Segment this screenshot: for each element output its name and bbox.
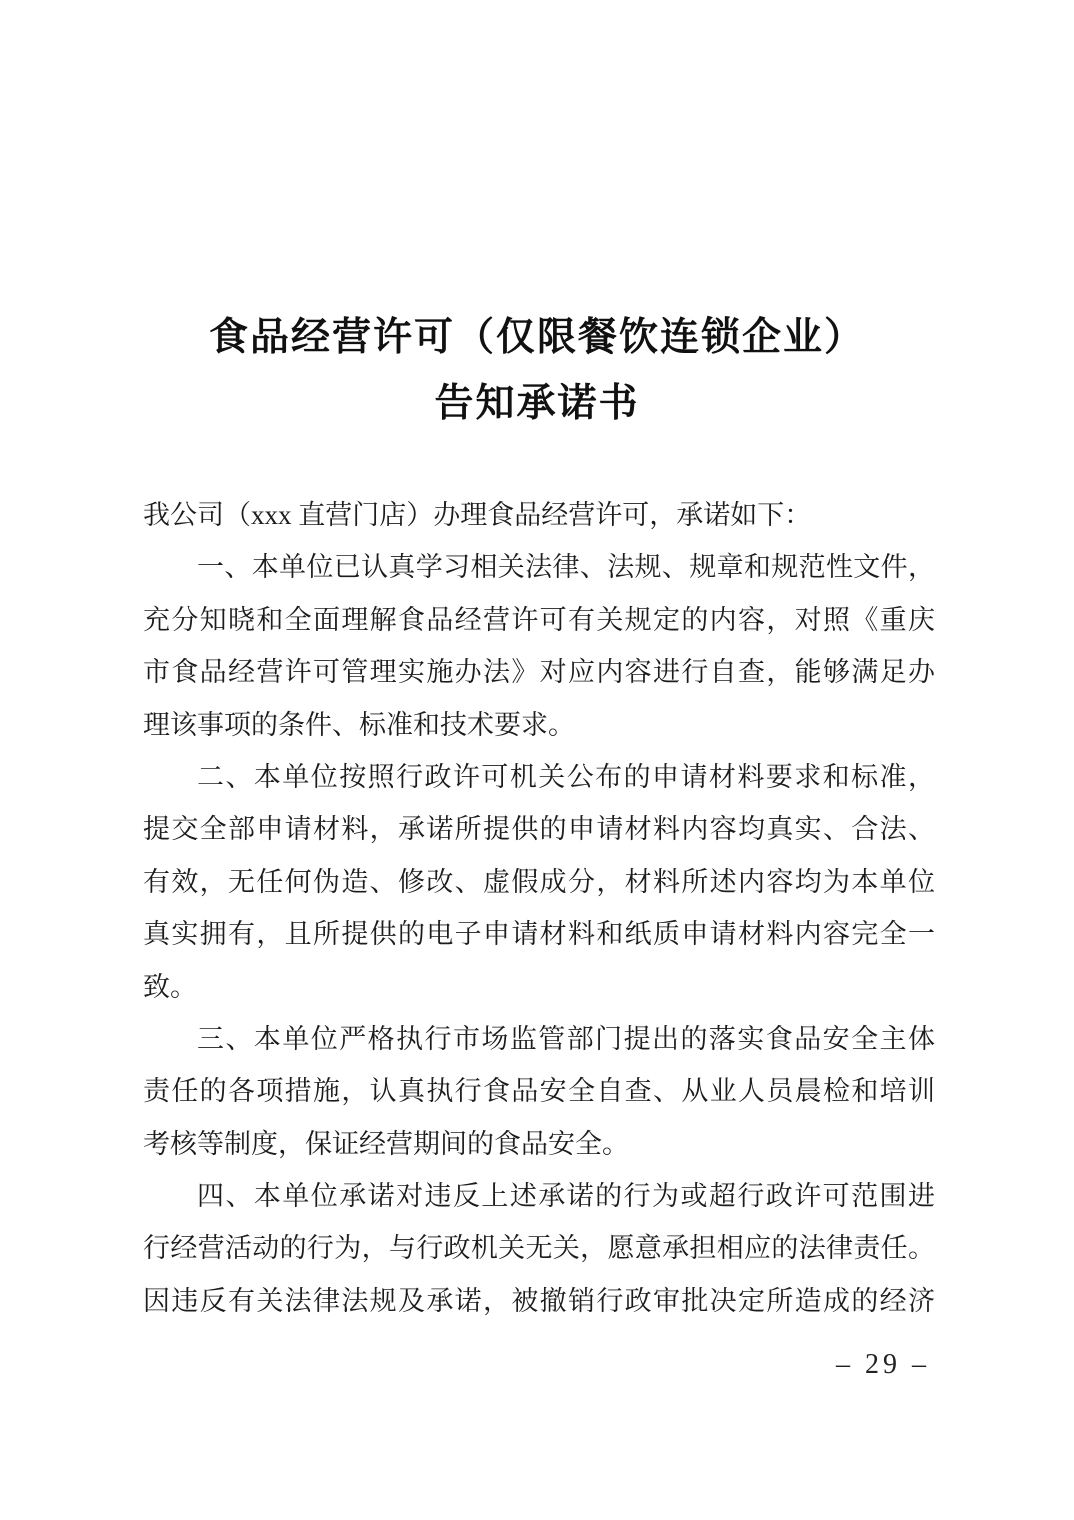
- body-line: 二、本单位按照行政许可机关公布的申请材料要求和标准，: [197, 761, 935, 792]
- body-line: 充分知晓和全面理解食品经营许可有关规定的内容，对照《重庆: [143, 604, 935, 635]
- body-line: 四、本单位承诺对违反上述承诺的行为或超行政许可范围进: [197, 1181, 935, 1212]
- body-line: 考核等制度，保证经营期间的食品安全。: [143, 1128, 629, 1159]
- title-line-1: 食品经营许可（仅限餐饮连锁企业）: [208, 316, 865, 359]
- title-line-2: 告知承诺书: [434, 382, 640, 425]
- page-number: – 29 –: [836, 1349, 930, 1380]
- body-line: 理该事项的条件、标准和技术要求。: [143, 709, 575, 740]
- body-line: 我公司（xxx 直营门店）办理食品经营许可，承诺如下：: [143, 500, 812, 530]
- body-line: 市食品经营许可管理实施办法》对应内容进行自查，能够满足办: [143, 657, 935, 688]
- body-line: 责任的各项措施，认真执行食品安全自查、从业人员晨检和培训: [143, 1076, 935, 1107]
- body-line: 有效，无任何伪造、修改、虚假成分，材料所述内容均为本单位: [143, 866, 935, 897]
- document-body: [143, 489, 935, 1327]
- body-line: 行经营活动的行为，与行政机关无关，愿意承担相应的法律责任。: [143, 1233, 935, 1264]
- body-line: 真实拥有，且所提供的电子申请材料和纸质申请材料内容完全一: [143, 919, 935, 950]
- body-line: 致。: [143, 971, 197, 1002]
- body-line: 因违反有关法律法规及承诺，被撤销行政审批决定所造成的经济: [143, 1285, 935, 1316]
- document-title: [0, 305, 1074, 437]
- body-line: 三、本单位严格执行市场监管部门提出的落实食品安全主体: [197, 1023, 935, 1054]
- body-line: 提交全部申请材料，承诺所提供的申请材料内容均真实、合法、: [143, 814, 935, 845]
- body-line: 一、本单位已认真学习相关法律、法规、规章和规范性文件，: [197, 552, 935, 583]
